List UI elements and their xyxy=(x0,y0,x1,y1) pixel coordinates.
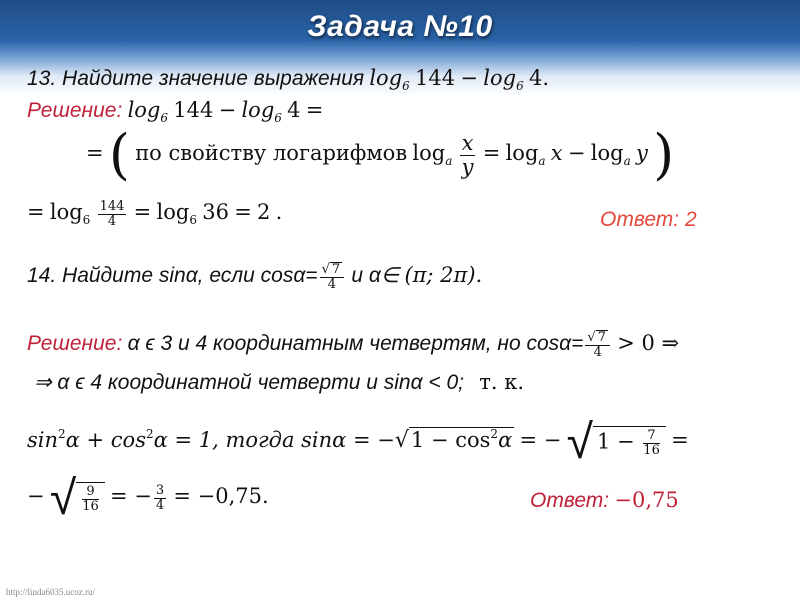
property-line xyxy=(86,123,675,186)
minus-sign: − xyxy=(27,483,45,508)
radical-sign: √ xyxy=(566,414,593,470)
exponent: 2 xyxy=(145,426,154,441)
answer-label: Ответ: xyxy=(530,489,610,512)
exponent: 2 xyxy=(490,426,499,441)
task14-prompt-mid: и α∈ xyxy=(351,263,400,287)
task14-prompt-line xyxy=(27,262,482,292)
log-symbol: log xyxy=(590,140,624,165)
fraction-numerator: √ 7 xyxy=(320,262,345,278)
radical-sign: √ xyxy=(394,427,409,453)
property-text: по свойству логарифмов xyxy=(135,140,408,165)
fraction-denominator: 4 xyxy=(155,497,165,513)
radicand xyxy=(593,426,666,457)
fraction-denominator: 16 xyxy=(643,443,660,458)
log-base: a xyxy=(445,153,453,168)
fraction-numerator: √ 7 xyxy=(585,330,610,346)
task13-solution-label: Решение: xyxy=(27,99,123,122)
task13-result-line xyxy=(27,200,282,228)
interval: (π; 2π). xyxy=(404,262,483,287)
fraction-denominator: y xyxy=(461,154,474,179)
right-paren: ) xyxy=(653,123,675,186)
minus-sign: − xyxy=(567,140,586,165)
log-symbol: log xyxy=(412,140,446,165)
final-line xyxy=(27,470,269,526)
result-value: = −0,75. xyxy=(173,483,269,508)
radicand: 7 xyxy=(331,262,341,277)
task14-solution-label: Решение: xyxy=(27,331,123,355)
task14-answer xyxy=(530,488,679,513)
fraction-sqrt7-4 xyxy=(320,262,345,292)
number-4: 4 xyxy=(287,98,301,122)
number-144: 144 xyxy=(415,66,456,90)
log-base: 6 xyxy=(82,213,91,227)
alpha-symbol: α xyxy=(498,427,513,452)
radicand-text: 1 − cos xyxy=(410,427,491,452)
number-36: 36 xyxy=(202,200,229,224)
log-symbol: log xyxy=(49,200,83,224)
log-base: 6 xyxy=(516,79,524,93)
period: . xyxy=(542,66,550,90)
fraction-denominator: 4 xyxy=(327,277,336,293)
minus-sign: − xyxy=(460,66,478,90)
solution-text: > 0 ⇒ xyxy=(617,330,680,355)
number-4: 4 xyxy=(528,66,543,90)
solution-text: т. к. xyxy=(479,370,525,394)
radicand: 7 xyxy=(597,330,606,345)
fraction-denominator: 4 xyxy=(107,213,117,229)
fraction-x-y xyxy=(460,132,476,177)
task13-prompt: 13. Найдите значение выражения xyxy=(27,67,365,90)
log-base: 6 xyxy=(160,111,169,125)
task13-answer xyxy=(600,208,697,232)
fraction-7-16 xyxy=(643,429,660,457)
equals-sign: = xyxy=(86,140,104,165)
identity-line xyxy=(27,414,689,470)
log-base: 6 xyxy=(402,79,410,93)
minus-sign: − xyxy=(218,98,237,122)
answer-label: Ответ: xyxy=(600,208,680,231)
radical-sign: √ xyxy=(49,470,77,526)
equals-sign: = xyxy=(234,200,252,224)
answer-value: 2 xyxy=(684,208,697,231)
log-symbol: log xyxy=(483,66,517,90)
fraction-numerator: x xyxy=(461,131,474,156)
equals-sign: = xyxy=(671,427,689,452)
radicand-text: 1 − xyxy=(596,430,635,454)
answer-value: −0,75 xyxy=(614,488,679,512)
log-base: a xyxy=(623,153,631,168)
slide-title: Задача №10 xyxy=(307,10,493,43)
solution-text: α ϵ 3 и 4 координатным четвертям, но cosα= xyxy=(127,331,584,355)
equals-minus: = − xyxy=(519,427,562,452)
fraction-sqrt7-4 xyxy=(585,330,610,360)
fraction-denominator: 4 xyxy=(593,345,602,361)
fraction-numerator: 9 xyxy=(82,485,99,500)
sin-symbol: sin xyxy=(27,427,59,452)
log-symbol: log xyxy=(505,140,539,165)
fraction-3-4 xyxy=(154,484,166,512)
variable-y: y xyxy=(635,140,648,165)
log-base: 6 xyxy=(189,213,197,227)
equals-sign: = xyxy=(27,200,45,224)
log-symbol: log xyxy=(241,98,275,122)
identity-text: α = 1, тогда sinα = − xyxy=(153,427,395,452)
equals-minus: = − xyxy=(110,483,152,508)
fraction-numerator: 144 xyxy=(99,199,125,215)
radicand xyxy=(409,427,514,452)
task13-prompt-line xyxy=(27,66,549,93)
task14-solution-line1 xyxy=(27,330,679,360)
fraction-denominator: 16 xyxy=(82,499,99,514)
left-paren: ( xyxy=(108,123,130,186)
fraction-9-16 xyxy=(82,485,99,513)
number-2: 2 xyxy=(257,200,271,224)
task14-prompt: 14. Найдите sinα, если cosα= xyxy=(27,263,318,287)
radicand xyxy=(76,482,105,513)
exponent: 2 xyxy=(58,426,66,441)
task14-solution-line2 xyxy=(34,370,524,395)
log-symbol: log xyxy=(156,200,190,224)
log-base: a xyxy=(538,153,546,168)
equals-sign: = xyxy=(482,140,501,165)
task13-solution-line xyxy=(27,98,323,125)
fraction-numerator: 3 xyxy=(155,482,165,498)
log-base: 6 xyxy=(274,111,282,125)
log-symbol: log xyxy=(127,98,161,122)
log-symbol: log xyxy=(369,66,403,90)
number-144: 144 xyxy=(173,98,214,122)
equals-sign: = xyxy=(133,200,152,224)
identity-text: α + cos xyxy=(65,427,146,452)
equals-sign: = xyxy=(305,98,324,122)
footer-url: http://linda6035.ucoz.ru/ xyxy=(6,587,95,597)
fraction-144-4 xyxy=(98,200,127,228)
period: . xyxy=(275,200,283,224)
variable-x: x xyxy=(550,140,563,165)
solution-text: ⇒ α ϵ 4 координатной четверти и sinα < 0; xyxy=(34,371,465,394)
fraction-numerator: 7 xyxy=(643,429,660,444)
